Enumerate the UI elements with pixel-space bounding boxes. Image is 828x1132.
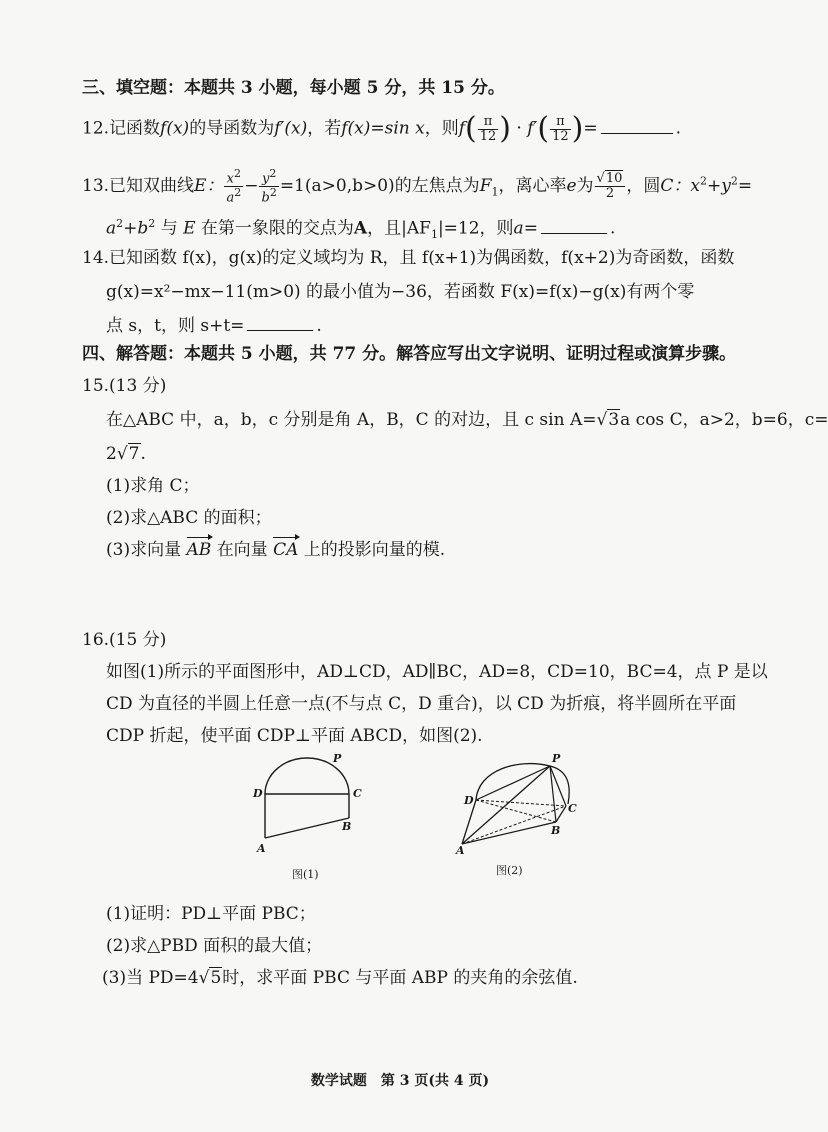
figure-1-label-b: B <box>342 820 352 833</box>
q12-text-c: ，若 <box>307 118 342 139</box>
question-16-line-2: CD 为直径的半圆上任意一点(不与点 C，D 重合)，以 CD 为折痕，将半圆所在平面 <box>106 694 737 714</box>
q13-eccentricity-fraction: $\frac{√10}{2}$ <box>595 172 626 200</box>
question-13: 13.已知双曲线E： $\frac{x^2}{a^2}$ − $\frac{y^2}{b^2}$ =1(a>0,b>0)的左焦点为$F_1$，离心率e为 $\frac{√10}{2}$ ，圆C：$x^2+y^2=$ <box>82 167 753 206</box>
q13-text-b: 的左焦点为 <box>394 175 480 196</box>
question-15-number: 15.(13 分) <box>82 376 167 396</box>
question-12-number: 12. <box>82 118 110 139</box>
section-3-heading: 三、填空题：本题共 3 小题，每小题 5 分，共 15 分。 <box>82 78 505 98</box>
question-14-number: 14. <box>82 248 110 268</box>
question-15-line-2: 2√7. <box>106 444 146 464</box>
question-13-number: 13. <box>82 175 110 196</box>
q13-e: e <box>566 175 577 196</box>
q13-curve: E： <box>194 175 224 196</box>
figure-2-label-b: B <box>551 824 561 837</box>
q12-fraction-1: $\frac{\pi}{12}$ <box>479 113 497 144</box>
q13-circle-end: = <box>737 175 753 196</box>
q13-fraction-x: $\frac{x^2}{a^2}$ <box>226 167 242 206</box>
page-footer: 数学试题 第 3 页(共 4 页) <box>310 1073 490 1089</box>
figure-2-label-d: D <box>464 794 474 807</box>
q13-text-e: ，圆 <box>626 175 661 196</box>
question-14-line-3: 点 s，t，则 s+t= . <box>106 316 322 336</box>
vector-ab: AB <box>186 540 212 560</box>
q13-focus: F <box>479 175 492 196</box>
q12-equation: f(x)=sin x <box>341 118 425 139</box>
figure-2-label-p: P <box>552 752 561 765</box>
figure-1 <box>245 752 375 858</box>
q14-line-1: 已知函数 f(x)，g(x)的定义域均为 R，且 f(x+1)为偶函数，f(x+2)为奇函数，函数 <box>109 248 735 268</box>
q12-equals: = <box>583 118 598 139</box>
q13-fraction-y: $\frac{y^2}{b^2}$ <box>261 167 277 206</box>
figure-2-label-a: A <box>456 844 465 857</box>
q13-text-c: ，离心率 <box>498 175 567 196</box>
question-15-line-1: 在△ABC 中，a，b，c 分别是角 A，B，C 的对边，且 c sin A=√3a cos C，a>2，b=6，c= <box>106 410 828 430</box>
q12-fprime: f′(x) <box>274 118 308 139</box>
q12-dot: · <box>516 118 522 139</box>
q12-text-b: 的导函数为 <box>189 118 275 139</box>
figure-2-caption: 图(2) <box>496 864 523 877</box>
question-15-part-2: (2)求△ABC 的面积； <box>106 508 272 528</box>
question-14 <box>82 250 734 267</box>
question-16-part-3: (3)当 PD=4√5时，求平面 PBC 与平面 ABP 的夹角的余弦值. <box>102 968 578 988</box>
question-12: 12.记函数f(x)的导函数为f′(x)，若f(x)=sin x，则f( $\frac{\pi}{12}$ ) · f′( $\frac{\pi}{12}$ )= . <box>82 111 682 146</box>
q13-text-d: 为 <box>576 175 594 196</box>
q12-text-d: ，则 <box>424 118 459 139</box>
q13-text-a: 已知双曲线 <box>109 175 195 196</box>
figure-1-label-a: A <box>257 842 266 855</box>
q12-text-a: 记函数 <box>109 118 161 139</box>
question-16-part-2: (2)求△PBD 面积的最大值； <box>106 936 323 956</box>
figure-2 <box>448 752 578 858</box>
q13-answer-blank <box>541 232 607 234</box>
question-16-line-1: 如图(1)所示的平面图形中，AD⊥CD，AD∥BC，AD=8，CD=10，BC=4，点 P 是以 <box>106 662 768 682</box>
section-4-heading: 四、解答题：本题共 5 小题，共 77 分。解答应写出文字说明、证明过程或演算步骤。 <box>82 344 737 364</box>
q14-answer-blank <box>247 329 313 331</box>
question-15-part-3: (3)求向量 AB 在向量 CA 上的投影向量的模. <box>106 540 446 560</box>
question-14-line-2: g(x)=x²−mx−11(m>0) 的最小值为−36，若函数 F(x)=f(x)−g(x)有两个零 <box>106 282 695 302</box>
figure-1-caption: 图(1) <box>292 868 319 881</box>
figure-1-label-d: D <box>253 787 263 800</box>
figure-2-label-c: C <box>568 802 577 815</box>
q12-fraction-2: $\frac{\pi}{12}$ <box>552 113 569 144</box>
q13-circle-mid: +y <box>707 175 731 196</box>
question-16-part-1: (1)证明：PD⊥平面 PBC； <box>106 904 316 924</box>
q12-answer-blank <box>601 132 673 134</box>
question-16-number: 16.(15 分) <box>82 630 167 650</box>
figure-1-label-p: P <box>333 752 342 765</box>
q12-fx: f(x) <box>160 118 190 139</box>
question-13-line-2: $a^2+b^2$ 与 E 在第一象限的交点为A，且$|AF_1|=12$，则a= . <box>106 217 616 242</box>
question-16-line-3: CDP 折起，使平面 CDP⊥平面 ABCD，如图(2). <box>106 726 483 746</box>
vector-ca: CA <box>273 540 299 560</box>
q13-circle: C：x <box>660 175 700 196</box>
figure-1-label-c: C <box>353 787 362 800</box>
q13-condition: =1(a>0,b>0) <box>279 175 395 196</box>
question-15-part-1: (1)求角 C； <box>106 476 200 496</box>
